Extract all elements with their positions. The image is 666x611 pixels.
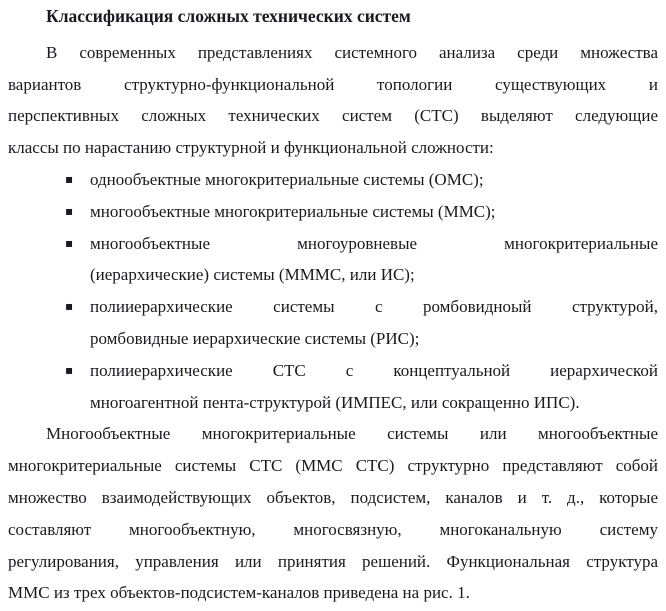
text-line: перспективных сложных технических систем (СТС) выделяют следующие xyxy=(8,106,658,126)
text-line: составляют многообъектную, многосвязную, многоканальную систему xyxy=(8,519,658,539)
list-item-line: (иерархические) системы (МММС, или ИС); xyxy=(90,265,415,285)
text-line: многокритериальные системы СТС (ММС СТС) структурно представляют собой xyxy=(8,456,658,476)
bullet-icon: ▪ xyxy=(65,299,74,314)
bullet-icon: ▪ xyxy=(65,235,74,250)
list-item-line: ромбовидные иерархические системы (РИС); xyxy=(90,328,420,348)
text-line: ММС из трех объектов-подсистем-каналов приведена на рис. 1. xyxy=(8,583,470,603)
text-line: регулирования, управления или принятия решений. Функциональная структура xyxy=(8,551,658,571)
text-line: Многообъектные многокритериальные системы или многообъектные xyxy=(46,424,658,444)
bullet-icon: ▪ xyxy=(65,171,74,186)
list-item xyxy=(8,228,658,292)
list-item xyxy=(8,164,658,196)
list-item-line: многообъектные многокритериальные системы (ММС); xyxy=(90,201,496,221)
list-item-line: полииерархические СТС с концептуальной иерархической xyxy=(90,360,658,380)
intro-paragraph xyxy=(8,37,658,164)
bullet-icon: ▪ xyxy=(65,203,74,218)
document-title: Классификация сложных технических систем xyxy=(46,6,411,26)
text-line: классы по нарастанию структурной и функциональной сложности: xyxy=(8,138,494,158)
list-item-line: полииерархические системы с ромбовидноый структурой, xyxy=(90,297,658,317)
text-line: множество взаимодействующих объектов, подсистем, каналов и т. д., которые xyxy=(8,487,658,507)
text-line: В современных представлениях системного анализа среди множества xyxy=(46,42,658,62)
list-item xyxy=(8,355,658,419)
bullet-list xyxy=(8,164,658,418)
list-item-line: однообъектные многокритериальные системы (ОМС); xyxy=(90,169,484,189)
list-item xyxy=(8,291,658,355)
mms-paragraph xyxy=(8,418,658,609)
list-item-line: многоагентной пента-структурой (ИМПЕС, или сокращенно ИПС). xyxy=(90,392,580,412)
list-item-line: многообъектные многоуровневые многокритериальные xyxy=(90,233,658,253)
text-line: вариантов структурно-функциональной топологии существующих и xyxy=(8,74,658,94)
list-item xyxy=(8,196,658,228)
bullet-icon: ▪ xyxy=(65,362,74,377)
